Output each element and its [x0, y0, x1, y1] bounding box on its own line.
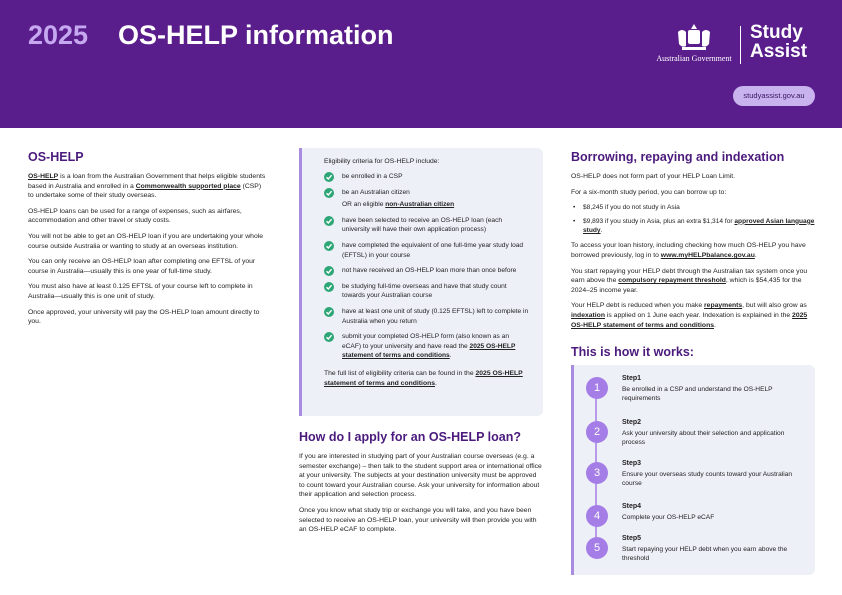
step-number: 3 — [586, 462, 608, 484]
check-icon — [324, 241, 334, 251]
list-item — [324, 241, 529, 260]
check-icon — [324, 332, 334, 342]
text: You start repaying your HELP debt through the Australian tax system once you earn above the — [571, 267, 808, 285]
text: , which is $54,435 for the 2024–25 income year. — [571, 277, 802, 294]
borrowing-paragraph-3 — [571, 241, 815, 260]
text: . — [714, 321, 716, 329]
borrowing-limits-list — [571, 203, 815, 235]
text: Your HELP debt is reduced when you make — [571, 302, 705, 310]
how-it-works-heading: This is how it works: — [571, 345, 694, 359]
apply-paragraph-1: If you are interested in studying part of your Australian course overseas (e.g. a semester exchange) – then talk to the student support area or international office at your university. The subjects at your destination university must be approved to count toward your Australian course. Ask your university for information about their application and selection process. — [299, 453, 542, 499]
eligibility-footnote — [324, 369, 529, 388]
myhelpbalance-link[interactable]: www.myHELPbalance.gov.au — [660, 252, 755, 259]
step-body: Be enrolled in a CSP and understand the OS-HELP requirements — [622, 386, 773, 403]
step-body: Start repaying your HELP debt when you earn above the threshold — [622, 546, 788, 563]
list-item — [324, 172, 529, 182]
step-title: Step3 — [622, 460, 642, 467]
asian-language-link[interactable]: approved Asian language study — [583, 217, 815, 234]
terms-link[interactable]: 2025 OS-HELP statement of terms and conditions — [571, 311, 808, 329]
text: (CSP) to undertake some of their study overseas. — [28, 182, 262, 200]
check-icon — [324, 266, 334, 276]
os-help-paragraph-5: You must also have at least 0.125 EFTSL of your course left to complete in Australia—usually this is one unit of study. — [28, 283, 253, 300]
eligibility-box — [299, 148, 543, 416]
step-number: 1 — [586, 377, 608, 399]
step-title: Step5 — [622, 535, 642, 542]
borrowing-paragraph-4 — [571, 267, 815, 296]
text: . — [600, 227, 603, 234]
list-item — [324, 307, 529, 326]
list-item — [324, 282, 529, 301]
os-help-term: OS-HELP — [28, 173, 59, 180]
borrowing-heading: Borrowing, repaying and indexation — [571, 150, 785, 164]
year: 2025 — [28, 20, 89, 50]
step-number: 4 — [586, 505, 608, 527]
os-help-heading: OS-HELP — [28, 150, 84, 164]
borrowing-paragraph-2: For a six-month study period, you can borrow up to: — [571, 188, 727, 196]
eligibility-intro: Eligibility criteria for OS-HELP include: — [324, 158, 440, 165]
step-number: 2 — [586, 421, 608, 443]
brand-line1: Study — [750, 22, 803, 43]
step-body: Ask your university about their selection and application process — [622, 430, 785, 447]
criterion-text: have been selected to receive an OS-HELP loan (each university will have their own application process) — [342, 216, 503, 234]
text: The full list of eligibility criteria can be found in the — [324, 369, 476, 377]
text: . — [754, 252, 757, 259]
check-icon — [324, 172, 334, 182]
os-help-paragraph-3: You will not be able to get an OS-HELP loan if you are undertaking your whole course outside Australia or wanting to study at an overseas institution. — [28, 232, 264, 250]
terms-link[interactable]: 2025 OS-HELP statement of terms and conditions — [324, 369, 523, 387]
indexation-link[interactable]: indexation — [571, 311, 605, 319]
page-title: OS-HELP information — [118, 20, 394, 50]
step-body: Complete your OS-HELP eCAF — [622, 514, 715, 521]
borrowing-paragraph-1: OS-HELP does not form part of your HELP Loan Limit. — [571, 173, 736, 180]
apply-paragraph-2: Once you know what study trip or exchange you will take, and you have been selected to receive an OS-HELP loan, your university will then provide you with an OS-HELP eCAF to complete. — [299, 506, 537, 534]
step-title: Step4 — [622, 503, 642, 510]
list-item — [583, 217, 815, 236]
os-help-paragraph-2: OS-HELP loans can be used for a range of expenses, such as airfares, accommodation and other travel or study costs. — [28, 207, 242, 225]
step-title: Step1 — [622, 375, 642, 382]
list-item — [324, 188, 529, 198]
csp-link[interactable]: Commonwealth supported place — [135, 182, 241, 190]
steps-box — [571, 365, 815, 575]
eligibility-list — [324, 172, 529, 361]
check-icon — [324, 216, 334, 226]
check-icon — [324, 307, 334, 317]
os-help-paragraph-1 — [28, 172, 266, 201]
coat-of-arms-icon — [674, 22, 714, 52]
government-logo — [654, 22, 734, 63]
check-icon — [324, 282, 334, 292]
list-item — [324, 266, 529, 276]
step-title: Step2 — [622, 419, 642, 426]
list-item — [324, 216, 529, 235]
criterion-text: OR an eligible — [342, 201, 386, 209]
text: To access your loan history, including checking how much OS-HELP you have borrowed previously, log in to — [571, 242, 806, 259]
repayment-threshold-link[interactable]: compulsory repayment threshold — [618, 277, 726, 285]
website-link[interactable]: studyassist.gov.au — [733, 86, 815, 106]
criterion-text: be an Australian citizen — [342, 188, 410, 196]
government-label: Australian Government — [656, 54, 732, 63]
text: , but will also grow as — [742, 302, 807, 310]
text: . — [449, 352, 452, 360]
criterion-text: be enrolled in a CSP — [342, 173, 403, 180]
list-item — [324, 200, 529, 210]
os-help-paragraph-6: Once approved, your university will pay the OS-HELP loan amount directly to you. — [28, 308, 260, 326]
non-australian-citizen-link[interactable]: non-Australian citizen — [385, 201, 455, 209]
borrowing-paragraph-5 — [571, 301, 815, 330]
study-assist-logo — [750, 23, 807, 61]
list-item: • $8,245 if you do not study in Asia — [583, 203, 815, 212]
apply-section — [299, 430, 543, 541]
apply-heading: How do I apply for an OS-HELP loan? — [299, 430, 522, 444]
criterion-text: not have received an OS-HELP loan more than once before — [342, 267, 517, 275]
text: $9,893 if you study in Asia, plus an extra $1,314 for — [583, 217, 735, 225]
step-number: 5 — [586, 537, 608, 559]
criterion-text: be studying full-time overseas and have that study count towards your Australian course — [342, 282, 507, 300]
brand-line2: Assist — [750, 41, 808, 62]
header-banner — [0, 0, 842, 128]
os-help-paragraph-4: You can only receive an OS-HELP loan after completing one EFTSL of your course in Australia—usually this is one year of full-time study. — [28, 258, 256, 275]
repayments-link[interactable]: repayments — [704, 302, 743, 310]
terms-link[interactable]: 2025 OS-HELP statement of terms and conditions — [342, 342, 516, 360]
step-body: Ensure your overseas study counts toward your Australian course — [622, 471, 793, 488]
text: is applied on 1 June each year. Indexation is explained in the — [605, 311, 793, 319]
os-help-section — [28, 150, 266, 333]
logo-divider — [740, 26, 741, 64]
borrowing-section — [571, 150, 815, 336]
check-icon — [324, 188, 334, 198]
text: . — [435, 379, 437, 387]
list-item — [324, 332, 529, 361]
criterion-text: have completed the equivalent of one full-time year study load (EFTSL) in your course — [342, 241, 524, 259]
criterion-text: submit your completed OS-HELP form (also known as an eCAF) to your university and have read the — [342, 333, 509, 350]
criterion-text: have at least one unit of study (0.125 EFTSL) left to complete in Australia when you return — [342, 307, 529, 325]
text: is a loan from the Australian Government that helps eligible students based in Australia and enrolled in a — [28, 173, 266, 190]
